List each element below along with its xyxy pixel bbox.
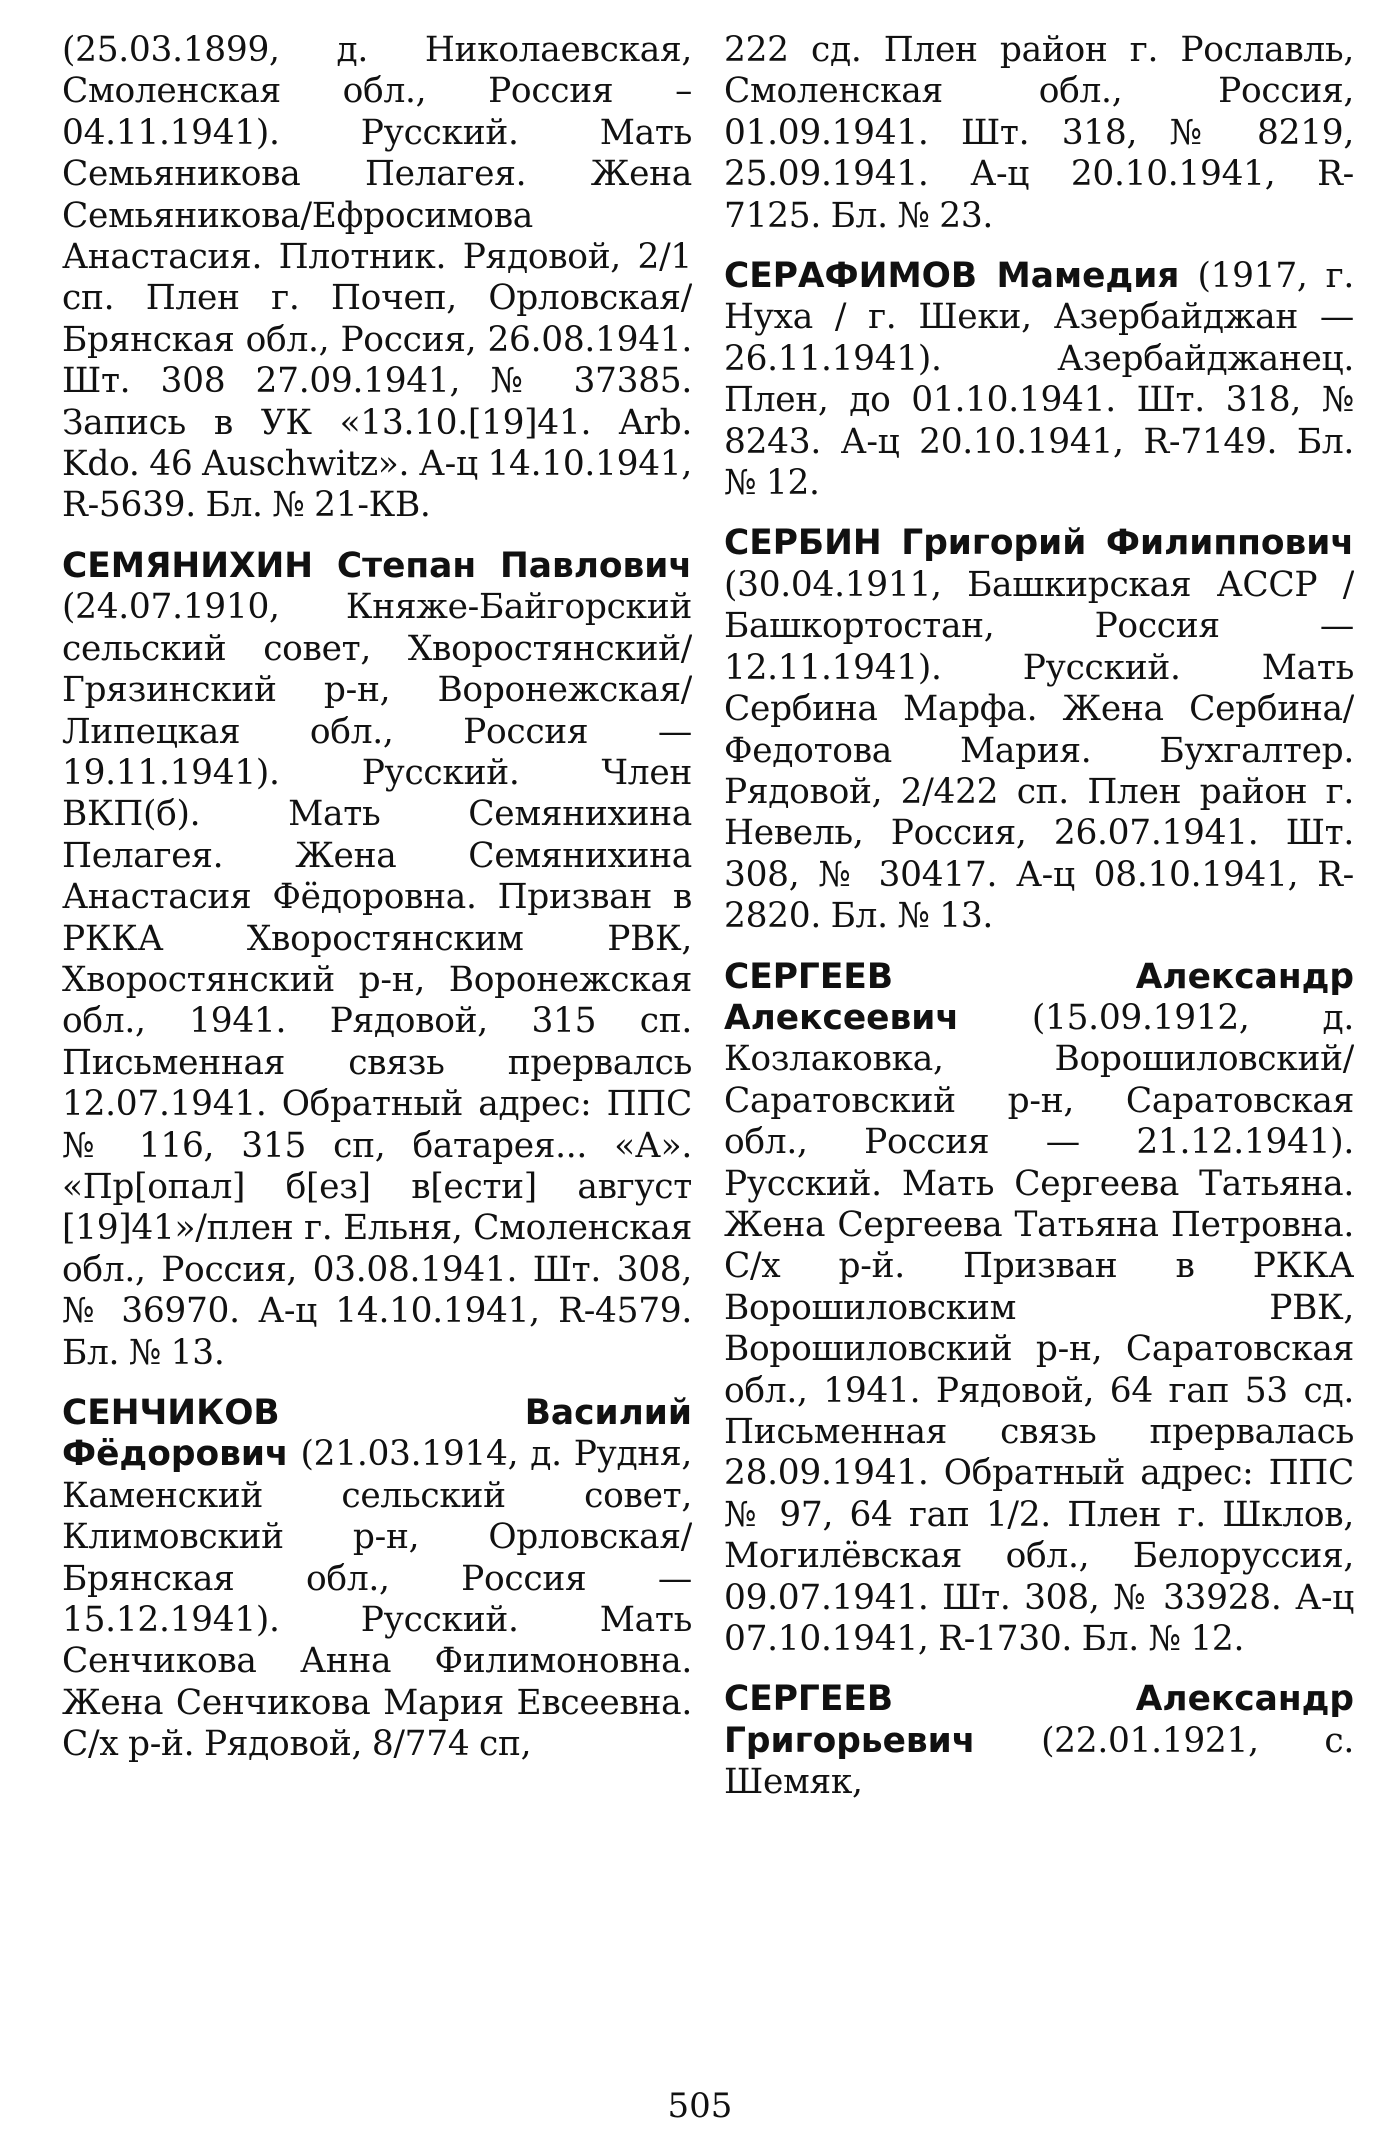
left-column [62,30,692,2030]
entry-text: 222 сд. Плен район г. Рославль, Смоленская обл., Россия, 01.09.1941. Шт. 318, № 8219, 25.09.1941. А-ц 20.10.1941, R-7125. Бл. № 23. [724,30,1354,236]
entry-semyanikhin [62,546,692,1374]
entry-name: СЕРГЕЕВ Александр Алексеевич [724,956,1354,1038]
entry-text: (24.07.1910, Княже-Байгорский сельский совет, Хворостянский/Грязинский р-н, Воронежская/Липецкая обл., Россия — 19.11.1941). Русский. Член ВКП(б). Мать Семянихина Пелагея. Жена Семянихина Анастасия Фёдоровна. Призван в РККА Хворостянским РВК, Хворостянский р-н, Воронежская обл., 1941. Рядовой, 315 сп. Письменная связь прервалсь 12.07.1941. Обратный адрес: ППС № 116, 315 сп, батарея... «А». «Пр[опал] б[ез] в[ести] август [19]41»/плен г. Ельня, Смоленская обл., Россия, 03.08.1941. Шт. 308, № 36970. А-ц 14.10.1941, R-4579. Бл. № 13. [62,587,692,1373]
entry-text: (30.04.1911, Башкирская АССР / Башкортостан, Россия — 12.11.1941). Русский. Мать Сербина Марфа. Жена Сербина/Федотова Мария. Бухгалтер. Рядовой, 2/422 сп. Плен район г. Невель, Россия, 26.07.1941. Шт. 308, № 30417. А-ц 08.10.1941, R-2820. Бл. № 13. [724,564,1354,937]
page-number: 505 [667,2086,733,2126]
entry-sergeev-alekseevich [724,957,1354,1661]
entry-text: (1917, г. Нуха / г. Шеки, Азербайджан — 26.11.1941). Азербайджанец. Плен, до 01.10.1941. Шт. 318, № 8243. А-ц 20.10.1941, R-7149. Бл. № 12. [724,256,1354,504]
entry-name: СЕРАФИМОВ Мамедия [724,256,1180,297]
entry-senchikov [62,1393,692,1766]
entry-name: СЕРГЕЕВ Александр Григорьевич [724,1679,1354,1761]
entry-name: СЕНЧИКОВ Василий Фёдорович [62,1393,692,1475]
entry-continuation [62,30,692,527]
entry-text: (22.01.1921, с. Шемяк, [724,1720,1354,1803]
entry-text: (15.09.1912, д. Козлаковка, Ворошиловский/Саратовский р-н, Саратовская обл., Россия — 21.12.1941). Русский. Мать Сергеева Татьяна. Жена Сергеева Татьяна Петровна. С/х р-й. Призван в РККА Ворошиловским РВК, Ворошиловский р-н, Саратовская обл., 1941. Рядовой, 64 гап 53 сд. Письменная связь прервалась 28.09.1941. Обратный адрес: ППС № 97, 64 гап 1/2. Плен г. Шклов, Могилёвская обл., Белоруссия, 09.07.1941. Шт. 308, № 33928. А-ц 07.10.1941, R-1730. Бл. № 12. [724,997,1354,1660]
entry-continuation [724,30,1354,237]
entry-name: СЕРБИН Григорий Филиппович [724,523,1354,564]
right-column [724,30,1354,2030]
entry-sergeev-grigorievich [724,1679,1354,1803]
entry-name: СЕМЯНИХИН Степан Павлович [62,545,692,586]
entry-serbin [724,523,1354,937]
entry-serafimov [724,256,1354,504]
entry-text: (25.03.1899, д. Николаевская, Смоленская обл., Россия – 04.11.1941). Русский. Мать Семьяникова Пелагея. Жена Семьяникова/Ефросимова Анастасия. Плотник. Рядовой, 2/1 сп. Плен г. Почеп, Орловская/ Брянская обл., Россия, 26.08.1941. Шт. 308 27.09.1941, № 37385. Запись в УК «13.10.[19]41. Arb. Kdo. 46 Auschwitz». А-ц 14.10.1941, R-5639. Бл. № 21-КВ. [62,30,692,526]
entry-text: (21.03.1914, д. Рудня, Каменский сельский совет, Климовский р-н, Орловская/ Брянская обл., Россия — 15.12.1941). Русский. Мать Сенчикова Анна Филимоновна. Жена Сенчикова Мария Евсеевна. С/х р-й. Рядовой, 8/774 сп, [62,1434,692,1765]
